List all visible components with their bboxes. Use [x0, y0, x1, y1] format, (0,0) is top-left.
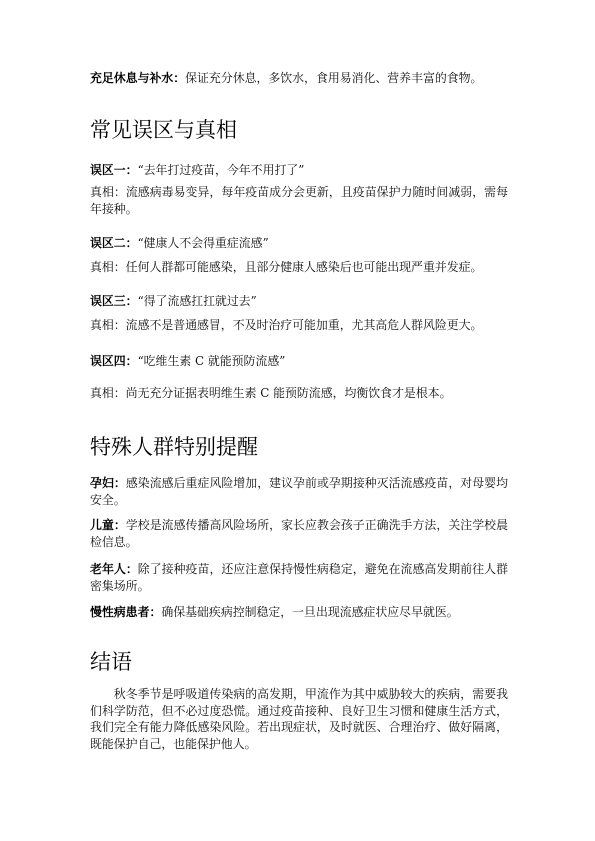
special-groups-heading: 特殊人群特别提醒 — [90, 435, 258, 459]
tip-label: 充足休息与补水： — [90, 71, 186, 85]
myth-label: 误区二： — [90, 236, 138, 250]
group-text: 学校是流感传播高风险场所，家长应教会孩子正确洗手方法，关注学校晨检信息。 — [90, 518, 508, 549]
group-text: 感染流感后重症风险增加，建议孕前或孕期接种灭活流感疫苗，对母婴均安全。 — [90, 476, 508, 507]
truth-3: 真相：流感不是普通感冒，不及时治疗可能加重，尤其高危人群风险更大。 — [90, 318, 483, 332]
myth-label: 误区四： — [90, 354, 138, 368]
group-pregnant — [90, 475, 508, 509]
group-children — [90, 517, 508, 551]
conclusion-paragraph: 秋冬季节是呼吸道传染病的高发期，甲流作为其中威胁较大的疾病，需要我们科学防范，但不必过度恐慌。通过疫苗接种、良好卫生习惯和健康生活方式，我们完全有能力降低感染风险。若出现症状，及时就医、合理治疗、做好隔离，既能保护自己，也能保护他人。 — [90, 687, 508, 752]
group-label: 老年人： — [90, 562, 138, 576]
myth-text: “去年打过疫苗，今年不用打了” — [137, 163, 305, 177]
myth-label: 误区三： — [90, 294, 138, 308]
tip-text: 保证充分休息，多饮水，食用易消化、营养丰富的食物。 — [185, 71, 483, 85]
conclusion-heading: 结语 — [90, 650, 132, 674]
myth-2 — [90, 235, 508, 252]
myth-text: “得了流感扛扛就过去” — [137, 294, 257, 308]
myth-text: “健康人不会得重症流感” — [137, 236, 269, 250]
group-label: 慢性病患者： — [90, 605, 162, 619]
myth-label: 误区一： — [90, 163, 138, 177]
truth-2: 真相：任何人群都可能感染，且部分健康人感染后也可能出现严重并发症。 — [90, 260, 483, 274]
rest-hydration-tip — [90, 70, 508, 87]
group-text: 除了接种疫苗，还应注意保持慢性病稳定，避免在流感高发期前往人群密集场所。 — [90, 562, 508, 593]
myths-heading: 常见误区与真相 — [90, 118, 237, 142]
myth-3 — [90, 293, 508, 310]
myth-4 — [90, 353, 508, 370]
group-text: 确保基础疾病控制稳定，一旦出现流感症状应尽早就医。 — [161, 605, 459, 619]
truth-4: 真相：尚无充分证据表明维生素 C 能预防流感，均衡饮食才是根本。 — [90, 386, 452, 400]
group-label: 儿童： — [90, 518, 126, 532]
truth-1: 真相：流感病毒易变异，每年疫苗成分会更新，且疫苗保护力随时间减弱，需每年接种。 — [90, 185, 508, 216]
myth-text: “吃维生素 C 就能预防流感” — [137, 354, 286, 368]
myth-1 — [90, 162, 508, 179]
group-chronic-patients — [90, 604, 508, 621]
group-elderly — [90, 561, 508, 595]
group-label: 孕妇： — [90, 476, 126, 490]
